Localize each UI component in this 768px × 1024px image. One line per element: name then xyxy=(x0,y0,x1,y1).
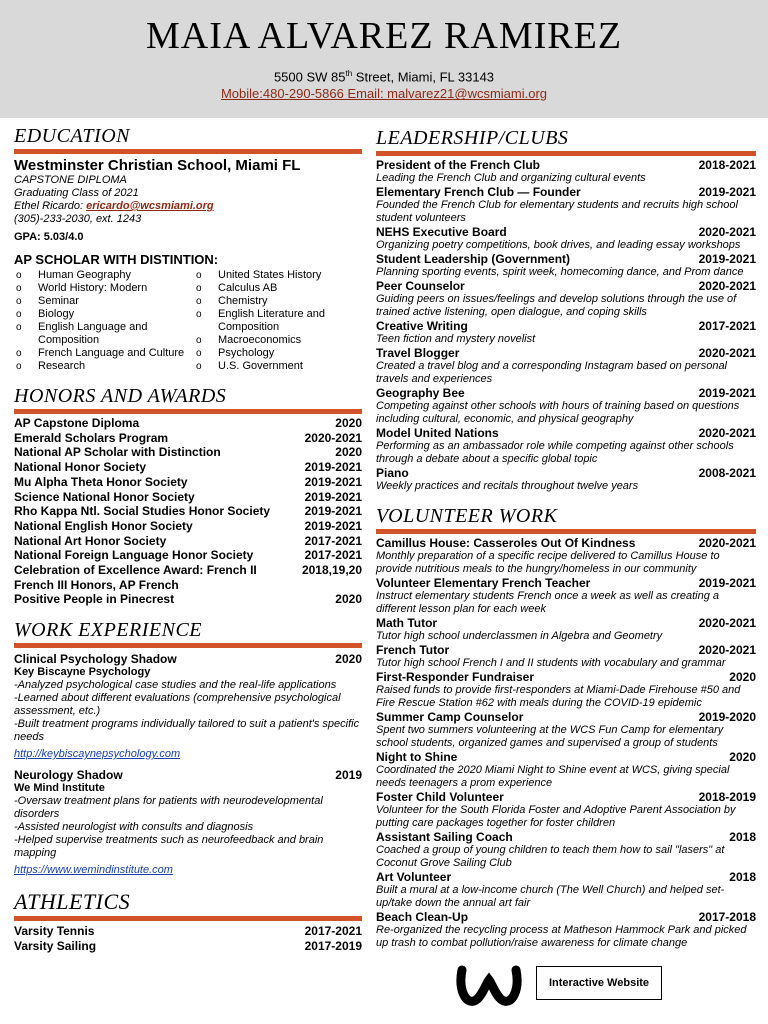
leadership-year: 2020-2021 xyxy=(698,346,756,360)
volunteer-name: Night to Shine xyxy=(376,750,458,764)
leadership-desc: Leading the French Club and organizing cultural events xyxy=(376,172,646,184)
honor-row xyxy=(14,504,362,519)
leadership-year: 2019-2021 xyxy=(698,185,756,199)
volunteer-year: 2020-2021 xyxy=(698,643,756,657)
honor-row xyxy=(14,592,362,607)
diploma: CAPSTONE DIPLOMA xyxy=(14,174,127,186)
leadership-desc: Performing as an ambassador role while competing against other schools through a debate about a specific global topic xyxy=(376,440,734,465)
leadership-name: President of the French Club xyxy=(376,158,541,172)
honor-year: 2019-2021 xyxy=(304,504,362,519)
job-header xyxy=(14,768,362,782)
honor-year: 2019-2021 xyxy=(304,518,362,533)
honor-row xyxy=(14,416,362,431)
reference xyxy=(14,200,362,213)
section-divider xyxy=(14,643,362,648)
address xyxy=(0,66,768,85)
job-link[interactable]: http://keybiscaynepsychology.com xyxy=(14,748,181,761)
volunteer-row xyxy=(376,576,756,590)
volunteer-row xyxy=(376,536,756,550)
work-list xyxy=(14,652,362,878)
job-detail: -Helped supervise treatments such as neurofeedback and brain mapping xyxy=(14,834,324,860)
job-link[interactable]: https://www.wemindinstitute.com xyxy=(14,864,173,877)
volunteer-year: 2020-2021 xyxy=(698,616,756,630)
ap-heading: AP SCHOLAR WITH DISTINTION: xyxy=(14,252,219,267)
volunteer-year: 2020 xyxy=(729,750,756,764)
section-divider xyxy=(14,409,362,414)
volunteer-desc: Re-organized the recycling process at Matheson Hammock Park and picked up trash to combat pollution/raise awareness for climate change xyxy=(376,924,747,949)
leadership-year: 2018-2021 xyxy=(698,158,756,172)
honor-name: National Foreign Language Honor Society xyxy=(14,548,254,563)
honors-section xyxy=(14,385,362,607)
ap-list-left xyxy=(14,269,194,373)
leadership-name: NEHS Executive Board xyxy=(376,225,507,239)
education-title: EDUCATION xyxy=(14,125,130,147)
left-column xyxy=(14,125,362,954)
volunteer-name: Summer Camp Counselor xyxy=(376,710,524,724)
candidate-name: MAIA ALVAREZ RAMIREZ xyxy=(145,15,623,57)
honor-name: Celebration of Excellence Award: French II xyxy=(14,563,257,578)
leadership-desc: Planning sporting events, spirit week, homecoming dance, and Prom dance xyxy=(376,266,744,278)
job-detail: -Analyzed psychological case studies and the real-life applications xyxy=(14,679,337,692)
job-org: Key Biscayne Psychology xyxy=(14,666,151,679)
sport-year: 2017-2019 xyxy=(304,938,362,953)
volunteer-row xyxy=(376,790,756,804)
leadership-desc: Founded the French Club for elementary students and recruits high school student volunteers xyxy=(376,199,738,224)
reference-email-link[interactable]: ericardo@wcsmiami.org xyxy=(86,200,214,212)
leadership-section xyxy=(376,127,756,493)
honor-row xyxy=(14,475,362,490)
volunteer-year: 2017-2018 xyxy=(698,910,756,924)
leadership-desc: Weekly practices and recitals throughout twelve years xyxy=(376,480,639,492)
job-role: Clinical Psychology Shadow xyxy=(14,652,177,667)
volunteer-desc: Built a mural at a low-income church (The Well Church) and helped set-up/take down the annual art fair xyxy=(376,884,725,909)
job-detail: -Learned about different evaluations (comprehensive psychological assessment, etc.) xyxy=(14,692,341,718)
leadership-name: Student Leadership (Government) xyxy=(376,252,571,266)
list-item: o Macroeconomics xyxy=(194,334,354,347)
volunteer-desc: Volunteer for the South Florida Foster and Adoptive Parent Association by putting care packages together for foster children xyxy=(376,804,736,829)
honor-year: 2018,19,20 xyxy=(301,563,362,578)
section-divider xyxy=(376,529,756,534)
volunteer-name: Art Volunteer xyxy=(376,870,452,884)
honor-name: Emerald Scholars Program xyxy=(14,430,169,445)
volunteer-year: 2020 xyxy=(729,670,756,684)
contact-line[interactable] xyxy=(0,86,768,102)
honor-name: Mu Alpha Theta Honor Society xyxy=(14,474,188,489)
job-org: We Mind Institute xyxy=(14,782,105,795)
address-line: 5500 SW 85 xyxy=(273,69,346,85)
honor-name: National AP Scholar with Distinction xyxy=(14,445,221,460)
school-name: Westminster Christian School, Miami FL xyxy=(14,157,301,174)
leadership-name: Creative Writing xyxy=(376,319,468,333)
list-item: o English Literature and Composition xyxy=(194,308,354,334)
leadership-row xyxy=(376,225,756,239)
athletics-row xyxy=(14,939,362,954)
sport-name: Varsity Tennis xyxy=(14,924,95,939)
volunteer-year: 2018-2019 xyxy=(698,790,756,804)
honor-row xyxy=(14,431,362,446)
leadership-desc: Teen fiction and mystery novelist xyxy=(376,333,536,345)
volunteer-desc: Monthly preparation of a specific recipe delivered to Camillus House to provide nutritious meals to the hungry/homeless in our community xyxy=(376,550,720,575)
honor-row xyxy=(14,445,362,460)
job-detail: -Built treatment programs individually tailored to suit a patient's specific needs xyxy=(14,718,360,744)
leadership-row xyxy=(376,466,756,480)
volunteer-year: 2018 xyxy=(729,870,756,884)
volunteer-row xyxy=(376,670,756,684)
section-divider xyxy=(14,916,362,921)
list-item: o U.S. Government xyxy=(194,360,354,373)
volunteer-title: VOLUNTEER WORK xyxy=(376,505,558,527)
volunteer-desc: Instruct elementary students French once a week as well as creating a different lesson plan for each week xyxy=(376,590,720,615)
contact-link[interactable]: Mobile:480-290-5866 Email: malvarez21@wcsmiami.org xyxy=(220,86,548,102)
volunteer-row xyxy=(376,643,756,657)
leadership-year: 2020-2021 xyxy=(698,426,756,440)
list-item: o English Language and Composition xyxy=(14,321,194,347)
volunteer-name: Assistant Sailing Coach xyxy=(376,830,513,844)
honor-row xyxy=(14,519,362,534)
volunteer-row xyxy=(376,750,756,764)
work-title: WORK EXPERIENCE xyxy=(14,619,203,642)
honor-row xyxy=(14,578,362,593)
leadership-year: 2019-2021 xyxy=(698,252,756,266)
honor-row xyxy=(14,548,362,563)
job-header xyxy=(14,652,362,666)
leadership-name: Elementary French Club — Founder xyxy=(376,185,581,199)
leadership-year: 2020-2021 xyxy=(698,225,756,239)
honor-name: National English Honor Society xyxy=(14,518,193,533)
honor-year: 2020 xyxy=(335,592,362,607)
volunteer-section xyxy=(376,505,756,950)
honor-name: National Art Honor Society xyxy=(14,533,167,548)
leadership-row xyxy=(376,319,756,333)
volunteer-name: Beach Clean-Up xyxy=(376,910,469,924)
list-item: o Psychology xyxy=(194,347,354,360)
list-item: o French Language and Culture xyxy=(14,347,194,360)
volunteer-row xyxy=(376,710,756,724)
honors-list xyxy=(14,416,362,607)
volunteer-desc: Spent two summers volunteering at the WCS Fun Camp for elementary school students, organized games and supervised a group of students xyxy=(376,724,724,749)
honor-name: Rho Kappa Ntl. Social Studies Honor Society xyxy=(14,504,271,519)
leadership-year: 2017-2021 xyxy=(698,319,756,333)
volunteer-row xyxy=(376,616,756,630)
honor-year: 2020 xyxy=(335,416,362,430)
address-line-end: Street, Miami, FL 33143 xyxy=(352,69,495,85)
honor-year: 2017-2021 xyxy=(304,548,362,563)
honor-year: 2017-2021 xyxy=(304,533,362,548)
leadership-desc: Organizing poetry competitions, book drives, and leading essay workshops xyxy=(376,239,741,251)
leadership-row xyxy=(376,158,756,172)
graduation: Graduating Class of 2021 xyxy=(14,187,139,199)
volunteer-desc: Coordinated the 2020 Miami Night to Shine event at WCS, giving special needs teenagers a prom experience xyxy=(376,764,730,789)
honor-year: 2019-2021 xyxy=(304,460,362,475)
athletics-row xyxy=(14,924,362,939)
leadership-desc: Created a travel blog and a corresponding Instagram based on personal travels and experiences xyxy=(376,360,728,385)
volunteer-desc: Tutor high school French I and II students with vocabulary and grammar xyxy=(376,657,726,669)
leadership-name: Peer Counselor xyxy=(376,279,465,293)
honor-row xyxy=(14,563,362,578)
list-item: o United States History xyxy=(194,269,354,282)
honor-name: AP Capstone Diploma xyxy=(14,416,140,430)
list-item: o Biology xyxy=(14,308,194,321)
leadership-row xyxy=(376,252,756,266)
job-detail: -Assisted neurologist with consults and diagnosis xyxy=(14,821,254,834)
honor-name: Science National Honor Society xyxy=(14,489,195,504)
header xyxy=(0,0,768,118)
list-item: o Research xyxy=(14,360,194,373)
honor-year: 2020 xyxy=(335,445,362,460)
volunteer-row xyxy=(376,870,756,884)
list-item: o Seminar xyxy=(14,295,194,308)
right-column xyxy=(376,125,756,950)
leadership-row xyxy=(376,386,756,400)
list-item: o Human Geography xyxy=(14,269,194,282)
leadership-row xyxy=(376,185,756,199)
volunteer-desc: Raised funds to provide first-responders at Miami-Dade Firehouse #50 and Fire Rescue Station #62 with meals during the COVID-19 epidemic xyxy=(376,684,741,709)
volunteer-desc: Tutor high school underclassmen in Algebra and Geometry xyxy=(376,630,663,642)
honor-name: Positive People in Pinecrest xyxy=(14,592,175,607)
honor-row xyxy=(14,534,362,549)
volunteer-name: First-Responder Fundraiser xyxy=(376,670,535,684)
honor-name: French III Honors, AP French xyxy=(14,577,179,592)
work-section xyxy=(14,619,362,878)
leadership-name: Geography Bee xyxy=(376,386,465,400)
leadership-name: Travel Blogger xyxy=(376,346,460,360)
job-role: Neurology Shadow xyxy=(14,768,123,783)
honor-name: National Honor Society xyxy=(14,460,147,475)
education-section xyxy=(14,125,362,373)
w-logo-icon[interactable] xyxy=(456,960,522,1012)
honors-title: HONORS AND AWARDS xyxy=(14,385,227,407)
leadership-name: Piano xyxy=(376,466,409,480)
list-item: o World History: Modern xyxy=(14,282,194,295)
ap-list-right xyxy=(194,269,354,373)
honor-row xyxy=(14,460,362,475)
ap-list xyxy=(14,269,362,373)
gpa: GPA: 5.03/4.0 xyxy=(14,231,84,243)
address-sup: th xyxy=(345,69,353,78)
leadership-desc: Competing against other schools with hours of training based on questions including cultural, economic, and physical geography xyxy=(376,400,740,425)
honor-year: 2019-2021 xyxy=(304,489,362,504)
volunteer-name: Camillus House: Casseroles Out Of Kindness xyxy=(376,536,636,550)
volunteer-row xyxy=(376,910,756,924)
volunteer-list xyxy=(376,536,756,950)
volunteer-year: 2019-2020 xyxy=(698,710,756,724)
interactive-website-button[interactable]: Interactive Website xyxy=(536,966,662,1000)
reference-name: Ethel Ricardo: xyxy=(14,200,87,212)
job-year: 2020 xyxy=(335,652,362,667)
volunteer-name: Foster Child Volunteer xyxy=(376,790,504,804)
leadership-desc: Guiding peers on issues/feelings and develop solutions through the use of trained active listening, open dialogue, and coping skills xyxy=(376,293,737,318)
leadership-year: 2020-2021 xyxy=(698,279,756,293)
volunteer-name: Volunteer Elementary French Teacher xyxy=(376,576,591,590)
list-item: o Chemistry xyxy=(194,295,354,308)
volunteer-year: 2019-2021 xyxy=(698,576,756,590)
volunteer-name: Math Tutor xyxy=(376,616,438,630)
athletics-section xyxy=(14,890,362,953)
job-detail: -Oversaw treatment plans for patients with neurodevelopmental disorders xyxy=(14,795,323,821)
volunteer-desc: Coached a group of young children to teach them how to sail "lasers" at Coconut Grove Sailing Club xyxy=(376,844,725,869)
honor-year: 2020-2021 xyxy=(304,430,362,445)
leadership-row xyxy=(376,426,756,440)
section-divider xyxy=(376,151,756,156)
sport-name: Varsity Sailing xyxy=(14,938,97,953)
leadership-year: 2019-2021 xyxy=(698,386,756,400)
volunteer-name: French Tutor xyxy=(376,643,450,657)
job-year: 2019 xyxy=(335,768,362,783)
volunteer-year: 2020-2021 xyxy=(698,536,756,550)
honor-year: 2019-2021 xyxy=(304,474,362,489)
leadership-row xyxy=(376,346,756,360)
volunteer-year: 2018 xyxy=(729,830,756,844)
athletics-list xyxy=(14,924,362,953)
leadership-year: 2008-2021 xyxy=(698,466,756,480)
sport-year: 2017-2021 xyxy=(304,924,362,939)
leadership-list xyxy=(376,158,756,493)
leadership-row xyxy=(376,279,756,293)
volunteer-row xyxy=(376,830,756,844)
section-divider xyxy=(14,149,362,154)
honor-row xyxy=(14,490,362,505)
athletics-title: ATHLETICS xyxy=(14,889,131,915)
reference-phone: (305)-233-2030, ext. 1243 xyxy=(14,213,142,225)
list-item: o Calculus AB xyxy=(194,282,354,295)
leadership-name: Model United Nations xyxy=(376,426,499,440)
leadership-title: LEADERSHIP/CLUBS xyxy=(376,127,569,149)
